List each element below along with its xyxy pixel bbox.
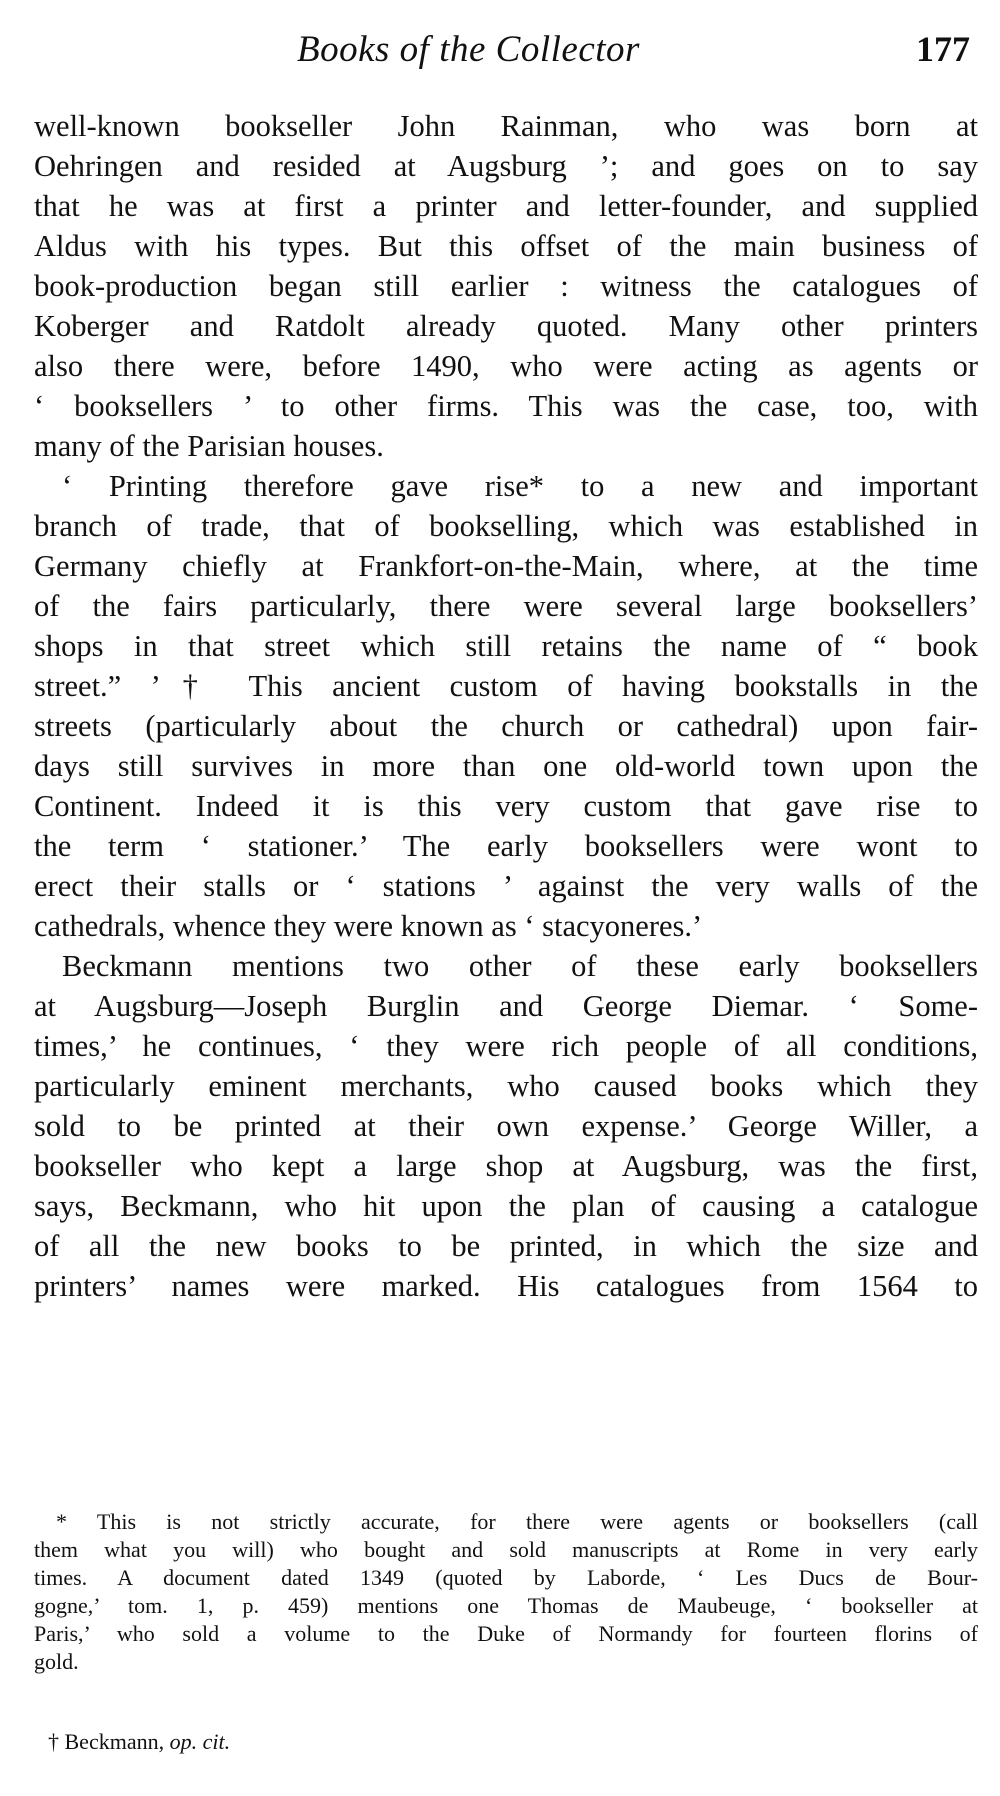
footnote-line: * This is not strictly accurate, for there were agents or booksellers (call — [56, 1509, 978, 1534]
text-line: Aldus with his types. But this offset of the main business of — [34, 229, 978, 263]
footnote-line: gold. — [34, 1649, 79, 1674]
running-title: Books of the Collector — [297, 29, 640, 70]
footnote-line: gogne,’ tom. 1, p. 459) mentions one Thomas de Maubeuge, ‘ bookseller at — [34, 1593, 978, 1618]
body-text — [34, 106, 978, 1306]
text-line: of all the new books to be printed, in which the size and — [34, 1229, 978, 1263]
text-line: Oehringen and resided at Augsburg ’; and goes on to say — [34, 149, 978, 183]
text-line: branch of trade, that of bookselling, which was established in — [34, 509, 978, 543]
text-line: Koberger and Ratdolt already quoted. Many other printers — [34, 309, 978, 343]
text-line: particularly eminent merchants, who caused books which they — [34, 1069, 978, 1103]
text-line: days still survives in more than one old-world town upon the — [34, 749, 978, 783]
footnote-line: them what you will) who bought and sold manuscripts at Rome in very early — [34, 1537, 978, 1562]
text-line: book-production began still earlier : witness the catalogues of — [34, 269, 978, 303]
text-line: well-known bookseller John Rainman, who was born at — [34, 109, 978, 143]
text-line: Continent. Indeed it is this very custom that gave rise to — [34, 789, 978, 823]
text-line: says, Beckmann, who hit upon the plan of causing a catalogue — [34, 1189, 978, 1223]
footnote-line: Paris,’ who sold a volume to the Duke of Normandy for fourteen florins of — [34, 1621, 978, 1646]
text-line: at Augsburg—Joseph Burglin and George Diemar. ‘ Some- — [34, 989, 978, 1023]
text-line: many of the Parisian houses. — [34, 429, 384, 463]
text-line: erect their stalls or ‘ stations ’ against the very walls of the — [34, 869, 978, 903]
text-line: Beckmann mentions two other of these early booksellers — [62, 949, 978, 983]
text-line: cathedrals, whence they were known as ‘ stacyoneres.’ — [34, 909, 703, 943]
text-line: sold to be printed at their own expense.’ George Willer, a — [34, 1109, 978, 1143]
text-line: shops in that street which still retains the name of “ book — [34, 629, 978, 663]
text-line: times,’ he continues, ‘ they were rich people of all conditions, — [34, 1029, 978, 1063]
text-line: that he was at first a printer and letter-founder, and supplied — [34, 189, 978, 223]
page-number: 177 — [916, 29, 970, 69]
text-line: ‘ booksellers ’ to other firms. This was the case, too, with — [34, 389, 978, 423]
text-line: street.” ’† This ancient custom of having bookstalls in the — [34, 669, 978, 703]
text-line: the term ‘ stationer.’ The early booksellers were wont to — [34, 829, 978, 863]
footnote-line: times. A document dated 1349 (quoted by Laborde, ‘ Les Ducs de Bour- — [34, 1565, 978, 1590]
text-line: ‘ Printing therefore gave rise* to a new and important — [62, 469, 978, 503]
text-line: also there were, before 1490, who were acting as agents or — [34, 349, 978, 383]
text-line: bookseller who kept a large shop at Augsburg, was the first, — [34, 1149, 978, 1183]
text-line: of the fairs particularly, there were several large booksellers’ — [34, 589, 978, 623]
footnote-block — [34, 1508, 978, 1676]
text-line: Germany chiefly at Frankfort-on-the-Main, where, at the time — [34, 549, 978, 583]
footnote-dagger-ref: op. cit. — [169, 1729, 231, 1754]
footnote-dagger-author: † Beckmann, — [48, 1729, 165, 1754]
text-line: printers’ names were marked. His catalogues from 1564 to — [34, 1269, 978, 1303]
page-header — [34, 24, 980, 78]
text-line: streets (particularly about the church or cathedral) upon fair- — [34, 709, 978, 743]
footnote-dagger — [48, 1729, 230, 1755]
